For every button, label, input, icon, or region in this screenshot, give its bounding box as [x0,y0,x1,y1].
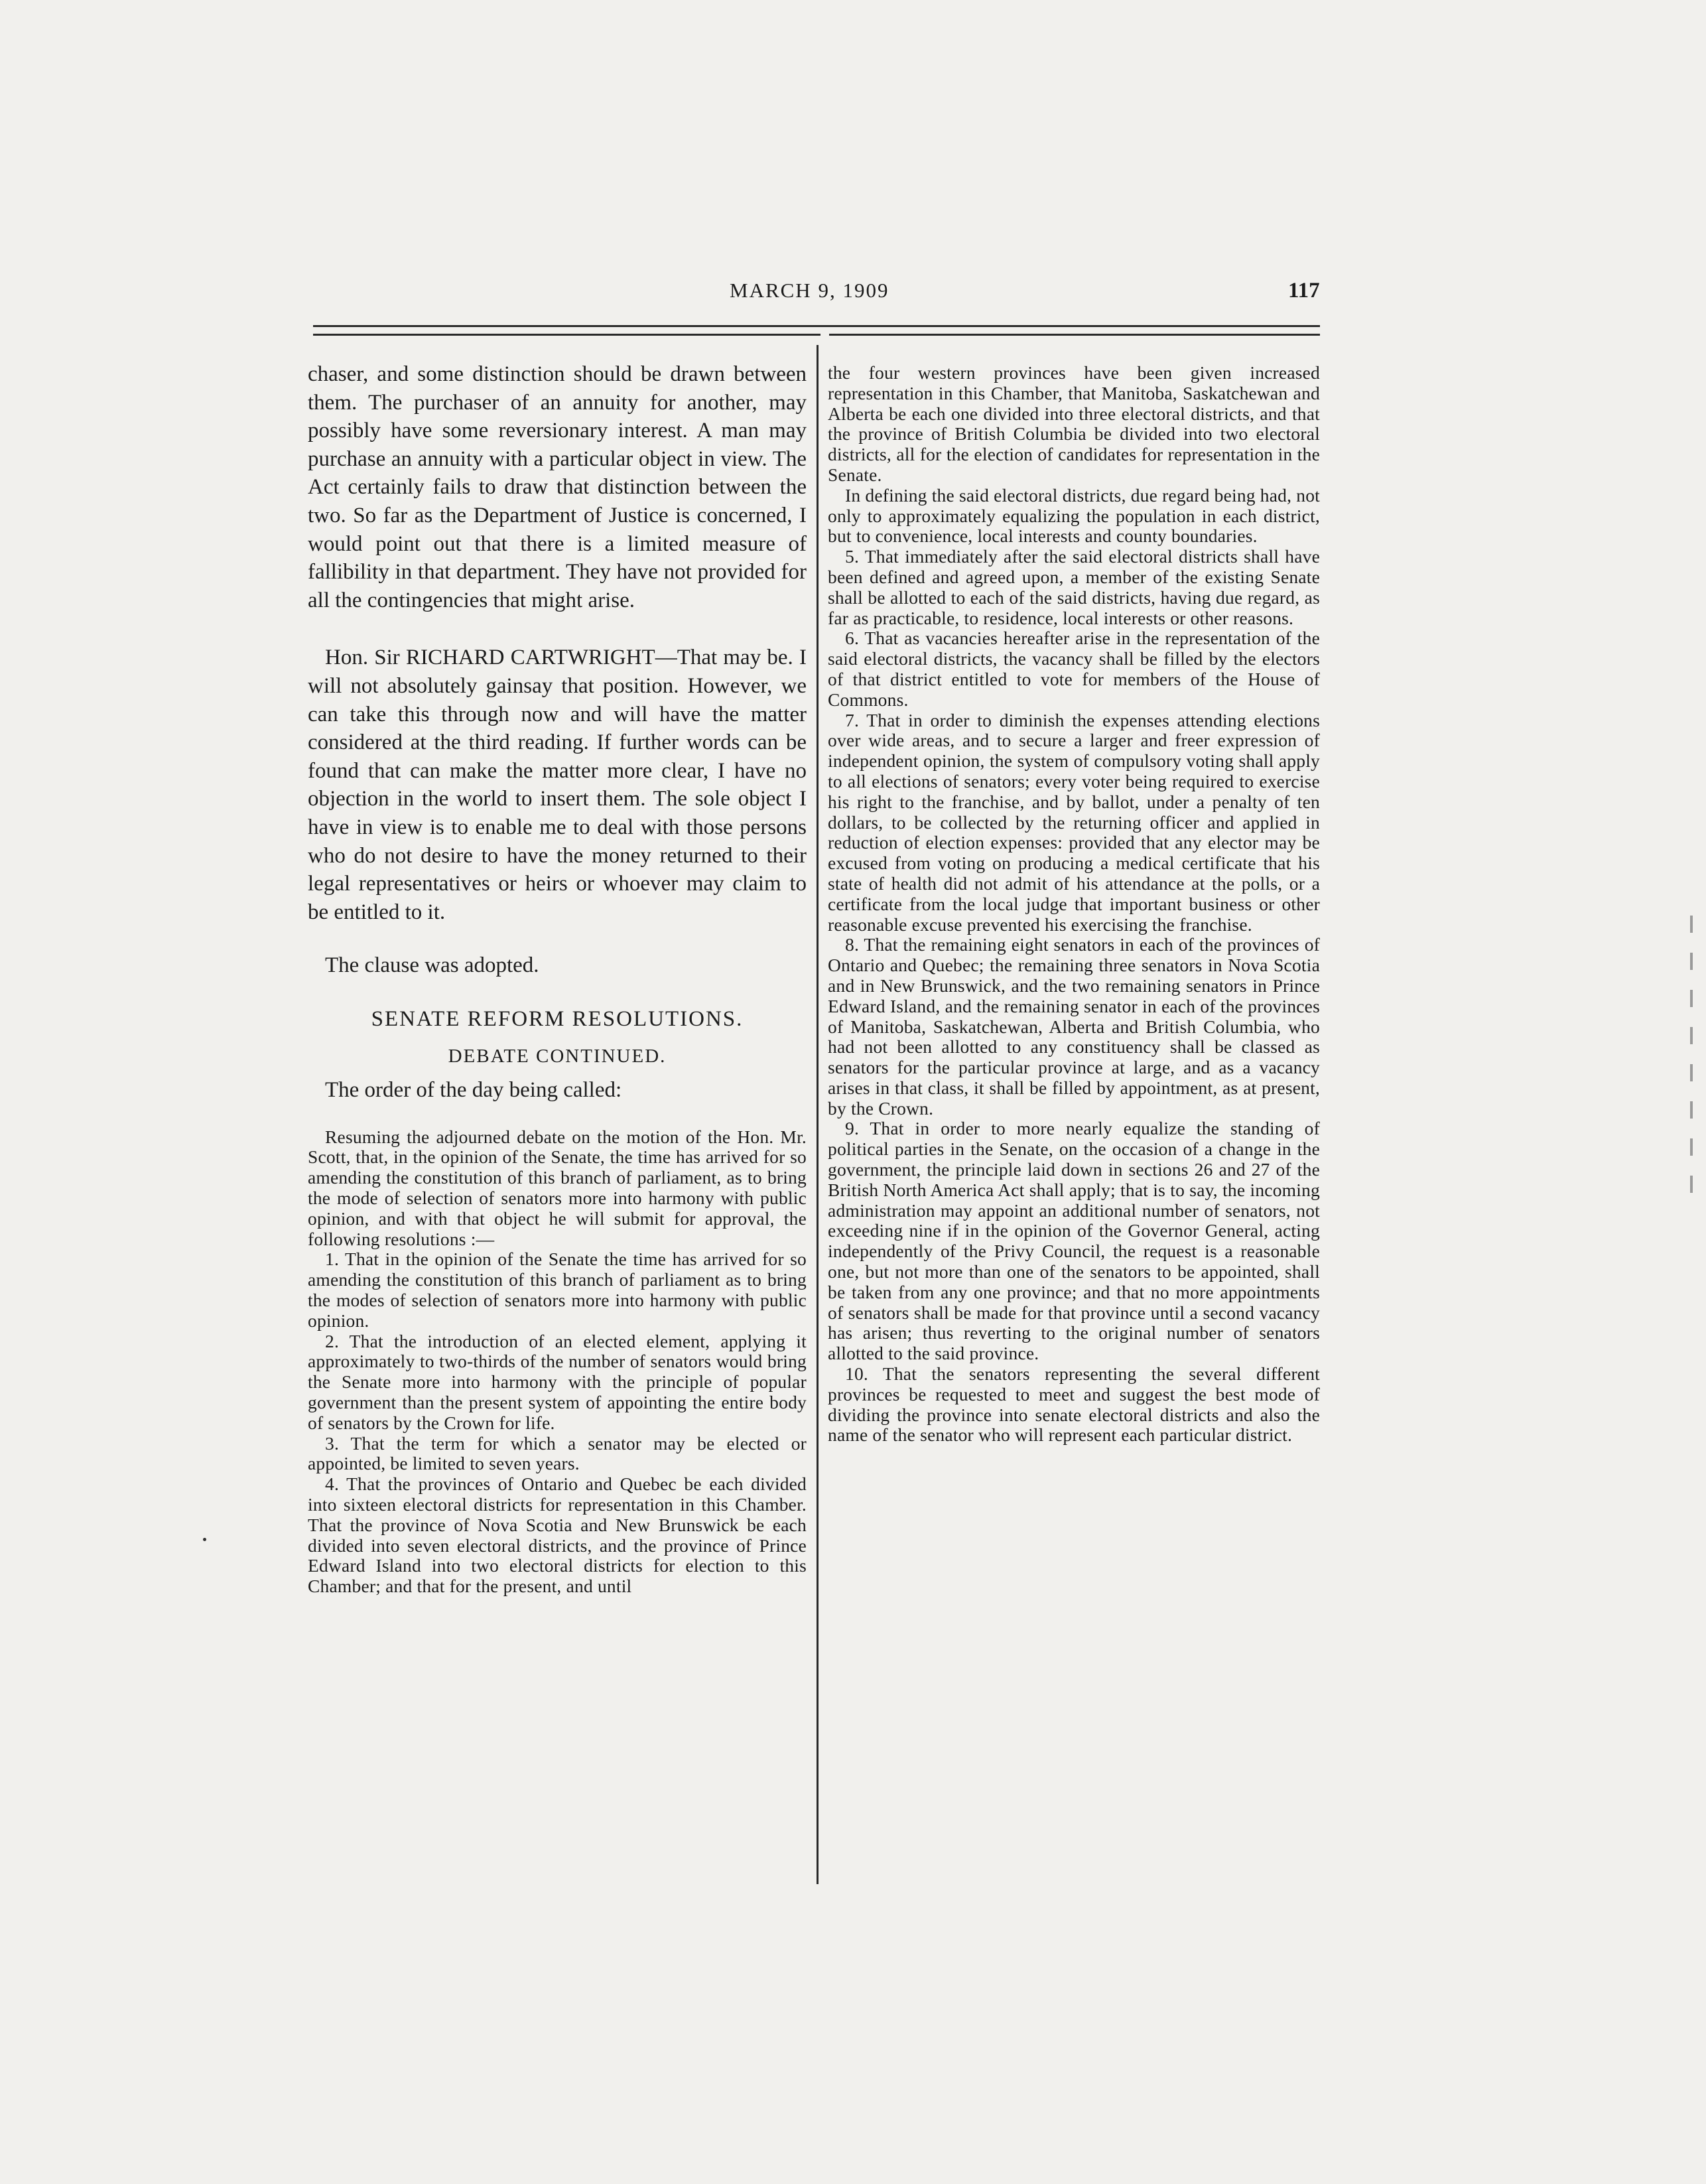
left-column [308,360,807,1597]
resolution-item: 10. That the senators representing the several different provinces be requested to meet and suggest the best mode of dividing the province into senate electoral districts and also the name of the senator who will represent each particular district. [828,1363,1320,1446]
resolution-item: 1. That in the opinion of the Senate the time has arrived for so amending the constitution of this branch of parliament as to bring the modes of selection of senators more into harmony with public opinion. [308,1249,807,1331]
resolution-item: 6. That as vacancies hereafter arise in the representation of the said electoral districts, the vacancy shall be filled by the electors of that district entitled to vote for members of the House of Commons. [828,628,1320,710]
resolution-item: 3. That the term for which a senator may be elected or appointed, be limited to seven years. [308,1432,807,1474]
resolution-item: 4. That the provinces of Ontario and Quebec be each divided into sixteen electoral districts for representation in this Chamber. That the province of Nova Scotia and New Brunswick be each divided into seven electoral districts, and the province of Prince Edward Island into two electoral districts for election to this Chamber; and that for the present, and until [308,1473,807,1597]
column-divider [817,345,819,1884]
right-column [828,363,1320,1446]
section-heading: SENATE REFORM RESOLUTIONS. [371,1006,744,1031]
paragraph: The order of the day being called: [325,1078,622,1103]
section-subheading: DEBATE CONTINUED. [448,1046,667,1067]
motion-paragraph: Resuming the adjourned debate on the motion of the Hon. Mr. Scott, that, in the opinion of the Senate, the time has arrived for so amending the constitution of this branch of parliament, as to bring the mode of selection of senators more into harmony with public opinion, and with that object he will submit for approval, the following resolutions :— [308,1126,807,1249]
paragraph: chaser, and some distinction should be drawn between them. The purchaser of an annuity for another, may possibly have some reversionary interest. A man may purchase an annuity with a particular object in view. The Act certainly fails to draw that distinction between the two. So far as the Department of Justice is concerned, I would point out that there is a limited measure of fallibility in that department. They have not provided for all the contingencies that might arise. [308,362,807,612]
paragraph: The clause was adopted. [325,953,539,978]
header-rule-bottom-left [313,334,820,336]
resolution-item: 9. That in order to more nearly equalize the standing of political parties in the Senate, on the occasion of a change in the government, the principle laid down in sections 26 and 27 of the British North America Act shall apply; that is to say, the incoming administration may appoint an additional number of senators, not exceeding nine if in the opinion of the Governor General, acting independently of the Privy Council, the request is a reasonable one, but not more than one of the senators to be appointed, shall be taken from any one province; and that no more appointments of senators shall be made for that province until a second vacancy has arisen; thus reverting to the original number of senators allotted to the said province. [828,1118,1320,1364]
resolution-continuation: the four western provinces have been given increased representation in this Chamber, that Manitoba, Saskatchewan and Alberta be each one divided into three electoral districts, and that the province of British Columbia be divided into two electoral districts, all for the election of candidates for representation in the Senate. [828,362,1320,485]
page-header-date: MARCH 9, 1909 [730,279,889,302]
header-rule-top [313,325,1320,327]
speech-paragraph: Hon. Sir RICHARD CARTWRIGHT—That may be. I will not absolutely gainsay that position. However, we can take this through now and will have the matter considered at the third reading. If further words can be found that can make the matter more clear, I have no objection in the world to insert them. The sole object I have in view is to enable me to deal with those persons who do not desire to have the money returned to their legal representatives or heirs or whoever may claim to be entitled to it. [308,646,807,924]
resolution-item: 2. That the introduction of an elected element, applying it approximately to two-thirds of the number of senators would bring the Senate more into harmony with the principle of popular government than the present system of appointing the entire body of senators by the Crown for life. [308,1330,807,1433]
resolution-item: 7. That in order to diminish the expenses attending elections over wide areas, and to secure a larger and freer expression of independent opinion, the system of compulsory voting shall apply to all elections of senators; every voter being required to exercise his right to the franchise, and by ballot, under a penalty of ten dollars, to be collected by the returning officer and applied in reduction of election expenses: provided that any elector may be excused from voting on producing a medical certificate that his state of health did not admit of his attendance at the polls, or a certificate from the local judge that important business or other reasonable excuse prevented his exercising the franchise. [828,709,1320,935]
page-number: 117 [1288,279,1320,303]
ink-speck [203,1538,206,1541]
resolution-item: 8. That the remaining eight senators in each of the provinces of Ontario and Quebec; the remaining three senators in Nova Scotia and in New Brunswick, and the two remaining senators in Prince Edward Island, and the remaining senator in each of the provinces of Manitoba, Saskatchewan, Alberta and British Columbia, who had not been allotted to any constituency shall be classed as senators for the particular province at large, and as a vacancy arises in that class, it shall be filled by appointment, as at present, by the Crown. [828,934,1320,1119]
header-rule-bottom-right [829,334,1320,336]
resolution-item: In defining the said electoral districts, due regard being had, not only to approximately equalizing the population in each district, but to convenience, local interests and county boundaries. [828,484,1320,547]
edge-marks [1690,916,1697,1213]
resolution-item: 5. That immediately after the said electoral districts shall have been defined and agreed upon, a member of the existing Senate shall be allotted to each of the said districts, having due regard, as far as practicable, to residence, local interests or other reasons. [828,546,1320,628]
